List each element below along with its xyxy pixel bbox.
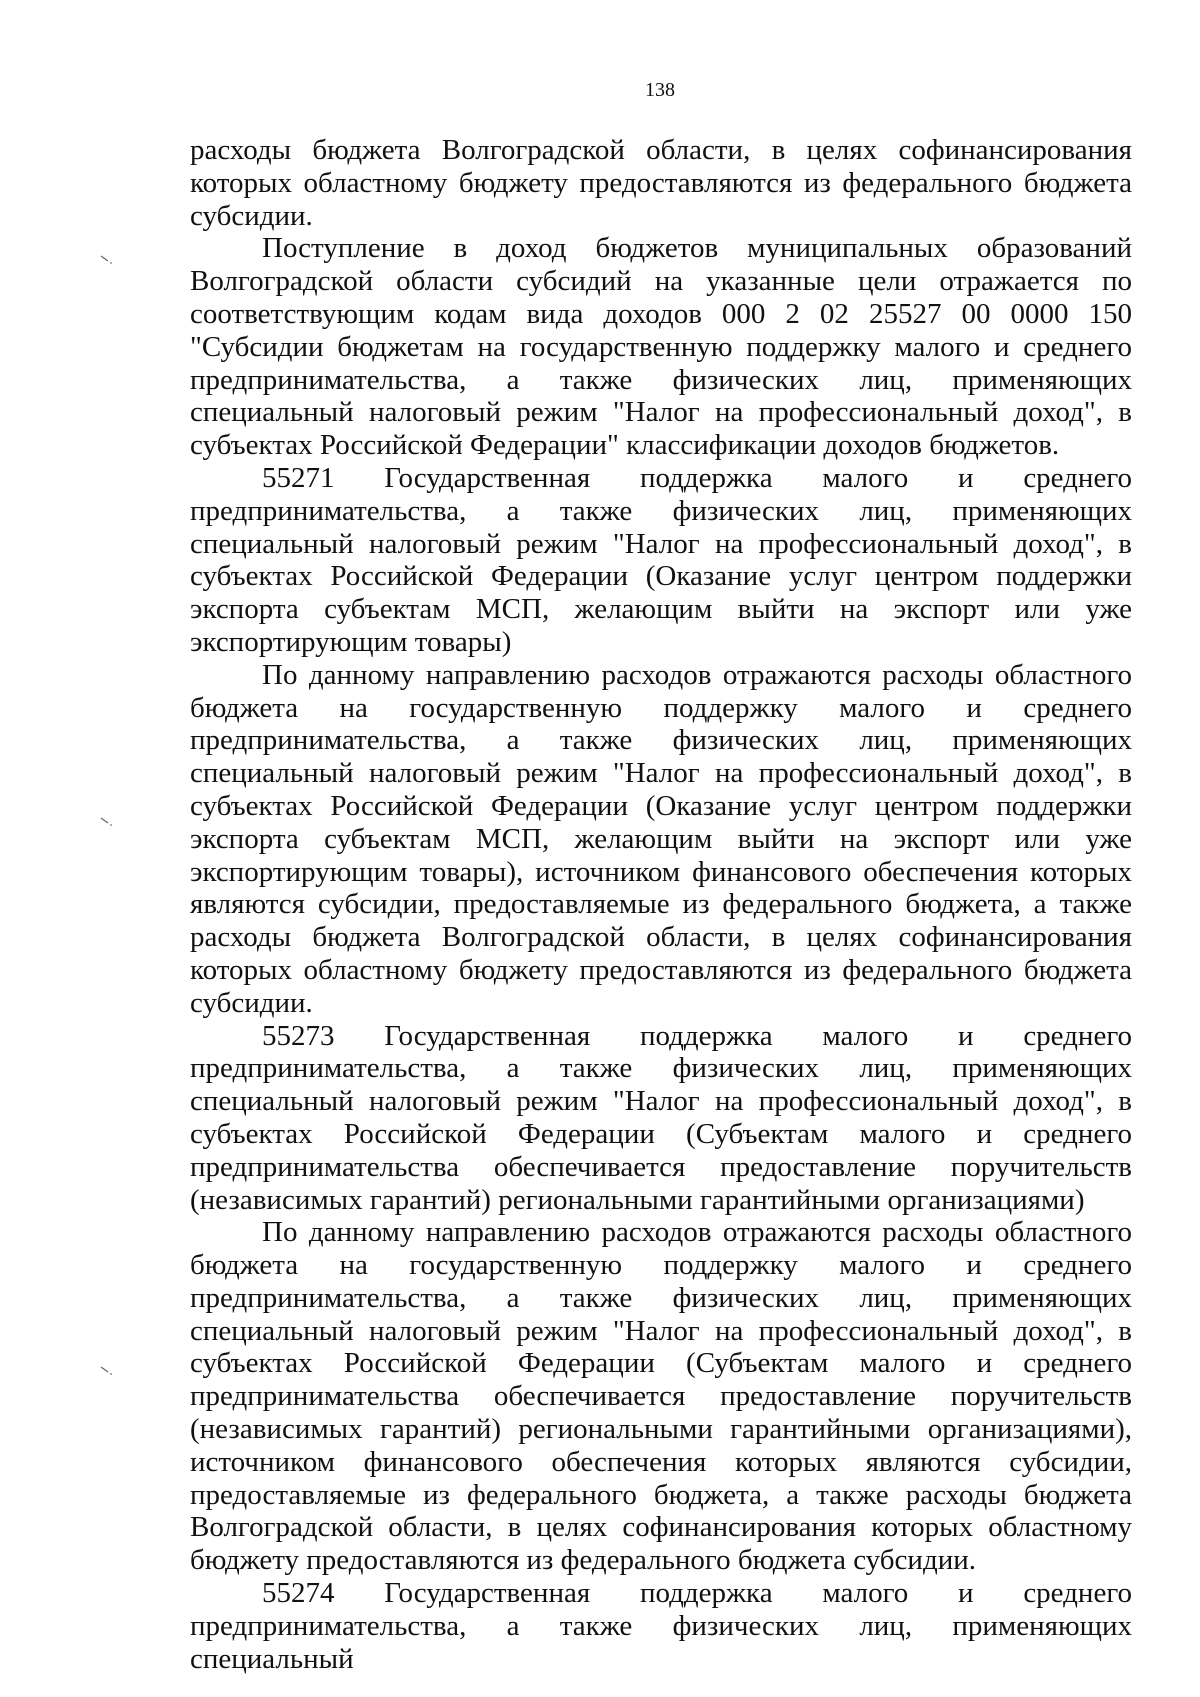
scan-mark [100,255,114,265]
paragraph: 55271 Государственная поддержка малого и среднего предпринимательства, а также физических лиц, применяющих специальный налоговый режим "Налог на профессиональный доход", в субъектах Российской Федерации (Оказание услуг центром поддержки экспорта субъектам МСП, желающим выйти на экспорт или уже экспортирующим товары) [190,461,1132,658]
paragraph: По данному направлению расходов отражаются расходы областного бюджета на государственную поддержку малого и среднего предпринимательства, а также физических лиц, применяющих специальный налоговый режим "Налог на профессиональный доход", в субъектах Российской Федерации (Оказание услуг центром поддержки экспорта субъектам МСП, желающим выйти на экспорт или уже экспортирующим товары), источником финансового обеспечения которых являются субсидии, предоставляемые из федерального бюджета, а также расходы бюджета Волгоградской области, в целях софинансирования которых областному бюджету предоставляются из федерального бюджета субсидии. [190,658,1132,1019]
paragraph: По данному направлению расходов отражаются расходы областного бюджета на государственную поддержку малого и среднего предпринимательства, а также физических лиц, применяющих специальный налоговый режим "Налог на профессиональный доход", в субъектах Российской Федерации (Субъектам малого и среднего предпринимательства обеспечивается предоставление поручительств (независимых гарантий) региональными гарантийными организациями), источником финансового обеспечения которых являются субсидии, предоставляемые из федерального бюджета, а также расходы бюджета Волгоградской области, в целях софинансирования которых областному бюджету предоставляются из федерального бюджета субсидии. [190,1216,1132,1577]
paragraph: 55273 Государственная поддержка малого и среднего предпринимательства, а также физических лиц, применяющих специальный налоговый режим "Налог на профессиональный доход", в субъектах Российской Федерации (Субъектам малого и среднего предпринимательства обеспечивается предоставление поручительств (независимых гарантий) региональными гарантийными организациями) [190,1019,1132,1216]
scan-mark [100,817,114,827]
scan-mark [100,1366,114,1376]
page-number: 138 [645,79,675,101]
paragraph: расходы бюджета Волгоградской области, в целях софинансирования которых областному бюджету предоставляются из федерального бюджета субсидии. [190,134,1132,232]
paragraph: 55274 Государственная поддержка малого и среднего предпринимательства, а также физических лиц, применяющих специальный [190,1577,1132,1675]
document-body [190,134,1132,1675]
paragraph: Поступление в доход бюджетов муниципальных образований Волгоградской области субсидий на указанные цели отражается по соответствующим кодам вида доходов 000 2 02 25527 00 0000 150 "Субсидии бюджетам на государственную поддержку малого и среднего предпринимательства, а также физических лиц, применяющих специальный налоговый режим "Налог на профессиональный доход", в субъектах Российской Федерации" классификации доходов бюджетов. [190,232,1132,462]
